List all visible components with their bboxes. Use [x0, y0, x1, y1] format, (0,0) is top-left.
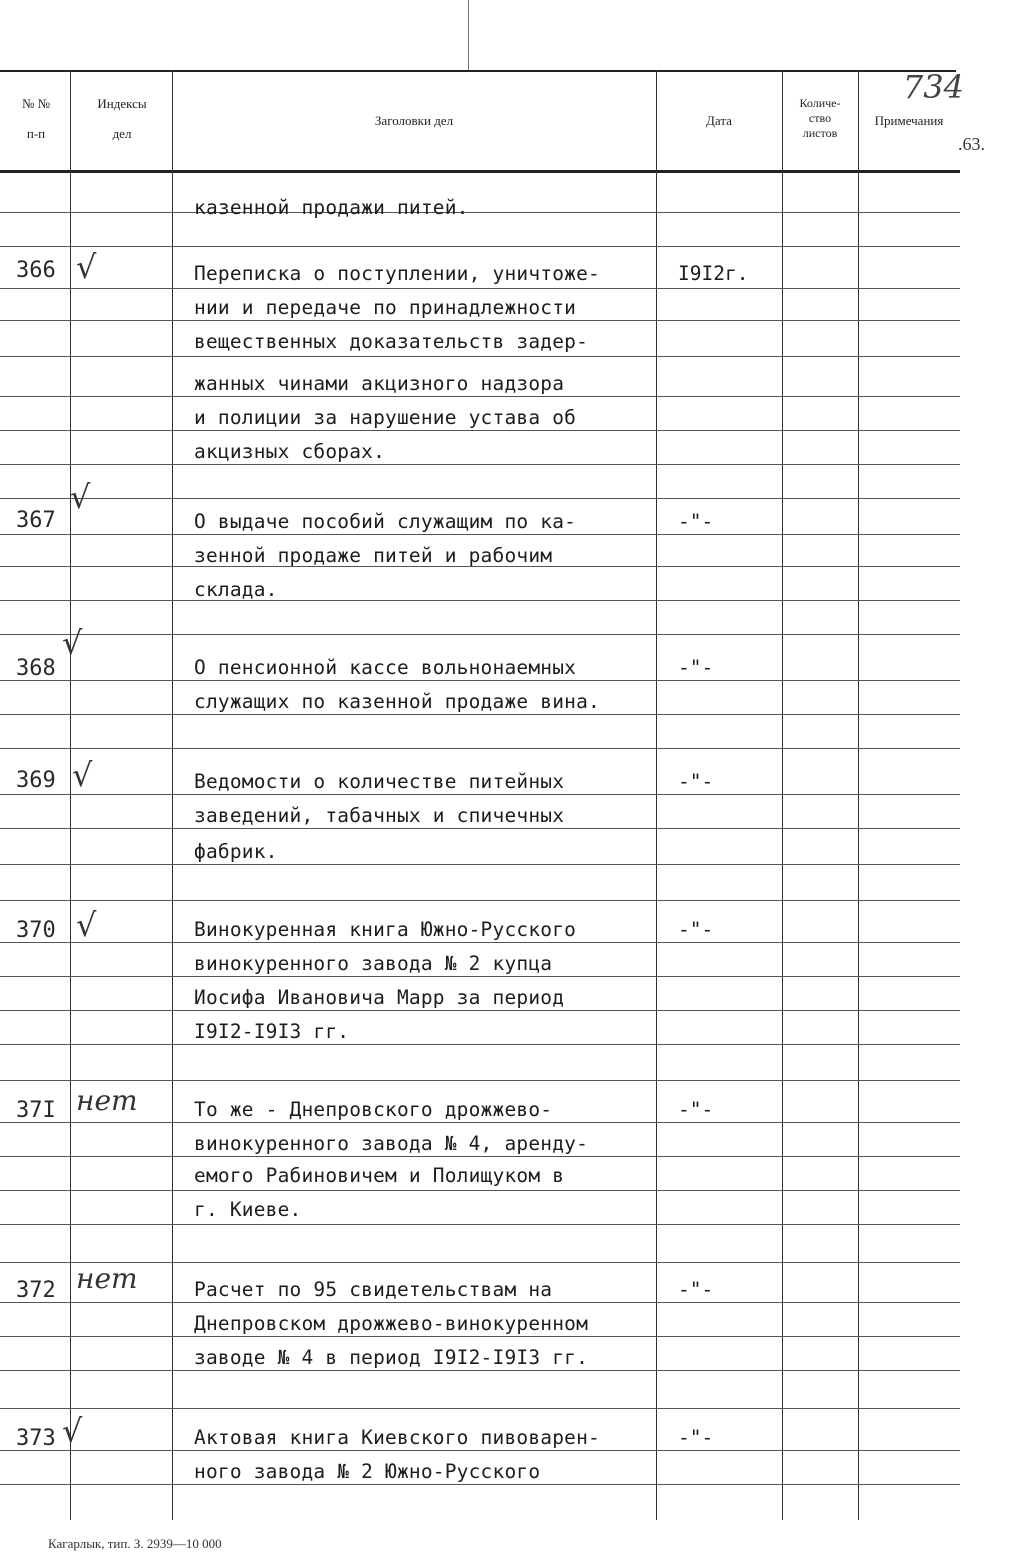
header-num-top: № №: [21, 96, 51, 111]
check-mark: √: [72, 756, 93, 794]
entry-title-line: и полиции за нарушение устава об: [194, 406, 577, 429]
header-bottom-rule: [0, 170, 960, 173]
check-mark: √: [76, 906, 97, 944]
entry-title-line: ного завода № 2 Южно-Русского: [194, 1460, 541, 1483]
entry-title-line: винокуренного завода № 4, аренду-: [194, 1132, 589, 1155]
entry-title-line: I9I2-I9I3 гг.: [194, 1020, 350, 1043]
ruled-line: [0, 246, 960, 247]
entry-number: 368: [16, 656, 56, 681]
ruled-line: [0, 1080, 960, 1081]
entry-title-line: заведений, табачных и спичечных: [194, 804, 565, 827]
ruled-line: [0, 976, 960, 977]
entry-title-line: Днепровском дрожжево-винокуренном: [194, 1312, 589, 1335]
entry-number: 37I: [16, 1098, 56, 1123]
entry-date: -"-: [678, 1426, 714, 1449]
ruled-line: [0, 1262, 960, 1263]
entry-number: 372: [16, 1278, 56, 1303]
entry-date: -"-: [678, 770, 714, 793]
entry-title-line: нии и передаче по принадлежности: [194, 296, 577, 319]
ruled-line: [0, 1408, 960, 1409]
handwritten-note: нет: [76, 1084, 138, 1117]
header-index-top: Индексы: [97, 96, 147, 111]
entry-title-line: Винокуренная книга Южно-Русского: [194, 918, 577, 941]
ruled-line: [0, 288, 960, 289]
header-count-3: листов: [802, 126, 838, 140]
entry-number: 367: [16, 508, 56, 533]
ruled-line: [0, 1010, 960, 1011]
header-num-bottom: п-п: [26, 126, 46, 141]
ruled-line: [0, 634, 960, 635]
entry-title-line: зенной продаже питей и рабочим: [194, 544, 553, 567]
handwritten-note: нет: [76, 1262, 138, 1295]
entry-title-line: О выдаче пособий служащим по ка-: [194, 510, 577, 533]
printer-imprint: Кагарлык, тип. З. 2939—10 000: [48, 1536, 222, 1551]
ruled-line: [0, 942, 960, 943]
entry-title-line: Переписка о поступлении, уничтоже-: [194, 262, 600, 285]
ruled-line: [0, 356, 960, 357]
entry-title-line: емого Рабиновичем и Полищуком в: [194, 1164, 565, 1187]
header-index-bottom: дел: [112, 126, 132, 141]
ruled-line: [0, 714, 960, 715]
header-notes: Примечания: [874, 113, 944, 128]
entry-date: -"-: [678, 918, 714, 941]
ruled-line: [0, 1044, 960, 1045]
ruled-line: [0, 464, 960, 465]
header-count-2: ство: [808, 111, 832, 125]
ruled-line: [0, 1302, 960, 1303]
entry-title-line: вещественных доказательств задер-: [194, 330, 589, 353]
entry-title-line: Актовая книга Киевского пивоварен-: [194, 1426, 600, 1449]
ruled-line: [0, 498, 960, 499]
entry-title-line: О пенсионной кассе вольнонаемных: [194, 656, 577, 679]
entry-title-line: Расчет по 95 свидетельствам на: [194, 1278, 553, 1301]
header-count-1: Количе-: [799, 96, 841, 110]
check-mark: √: [62, 1412, 83, 1450]
ruled-line: [0, 430, 960, 431]
ruled-line: [0, 1156, 960, 1157]
ruled-line: [0, 600, 960, 601]
entry-title-line: То же - Днепровского дрожжево-: [194, 1098, 553, 1121]
entry-title-line: склада.: [194, 578, 278, 601]
ruled-line: [0, 534, 960, 535]
sheet-number-small: .63.: [958, 134, 985, 154]
ruled-line: [0, 1484, 960, 1485]
header-num: [6, 96, 66, 142]
entry-number: 369: [16, 768, 56, 793]
top-rule: [0, 70, 956, 72]
entry-date: -"-: [678, 1278, 714, 1301]
entry-title-line: жанных чинами акцизного надзора: [194, 372, 565, 395]
entry-title-line: г. Киеве.: [194, 1198, 302, 1221]
ruled-line: [0, 900, 960, 901]
entry-date: -"-: [678, 510, 714, 533]
ruled-line: [0, 396, 960, 397]
entry-title-line: служащих по казенной продаже вина.: [194, 690, 600, 713]
entry-title-line: винокуренного завода № 2 купца: [194, 952, 553, 975]
ruled-line: [0, 680, 960, 681]
entry-date: -"-: [678, 1098, 714, 1121]
entry-title-line: Ведомости о количестве питейных: [194, 770, 565, 793]
entry-title-line: заводе № 4 в период I9I2-I9I3 гг.: [194, 1346, 589, 1369]
check-mark: √: [76, 248, 97, 286]
entry-number: 373: [16, 1426, 56, 1451]
header-count: [784, 96, 856, 141]
header-date: Дата: [706, 113, 732, 128]
header-title: Заголовки дел: [374, 113, 454, 128]
ruled-line: [0, 864, 960, 865]
sheet-number: 734: [902, 68, 964, 106]
entry-title-line: Иосифа Ивановича Марр за период: [194, 986, 565, 1009]
entry-date: I9I2г.: [678, 262, 749, 285]
ruled-line: [0, 828, 960, 829]
ruled-line: [0, 794, 960, 795]
fold-line: [468, 0, 469, 70]
entry-number: 370: [16, 918, 56, 943]
entry-title-line: акцизных сборах.: [194, 440, 386, 463]
ruled-line: [0, 320, 960, 321]
continuation-text: казенной продажи питей.: [194, 196, 469, 219]
entry-date: -"-: [678, 656, 714, 679]
ruled-line: [0, 1224, 960, 1225]
check-mark: √: [70, 478, 91, 516]
ruled-line: [0, 1336, 960, 1337]
check-mark: √: [62, 624, 83, 662]
header-index: [76, 96, 168, 142]
ruled-line: [0, 1122, 960, 1123]
ruled-line: [0, 1370, 960, 1371]
ruled-line: [0, 212, 960, 213]
ruled-line: [0, 1450, 960, 1451]
entry-title-line: фабрик.: [194, 840, 278, 863]
ruled-line: [0, 748, 960, 749]
entry-number: 366: [16, 258, 56, 283]
ruled-line: [0, 1190, 960, 1191]
